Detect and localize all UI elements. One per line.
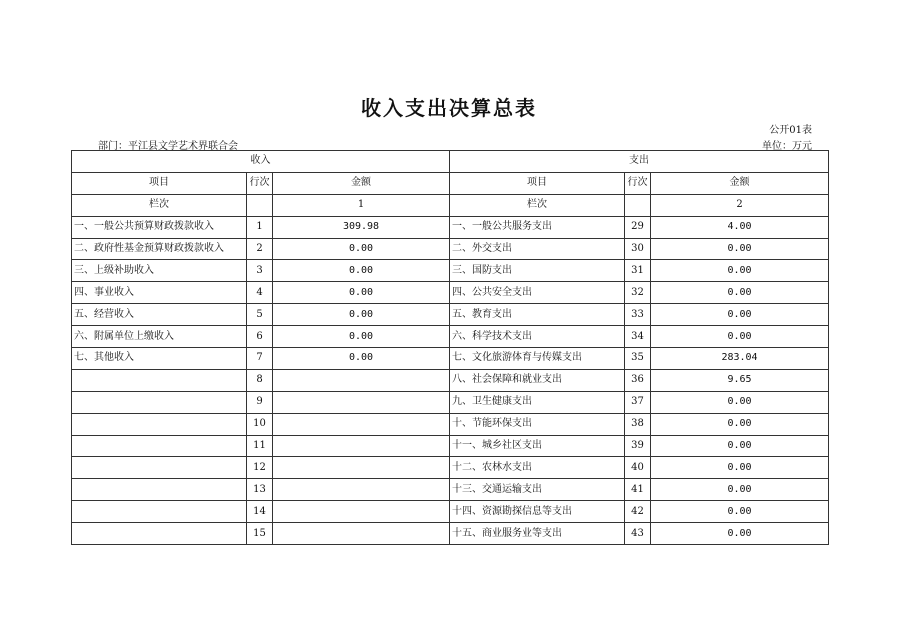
- expense-amount-cell: 0.00: [651, 391, 829, 413]
- income-item-cell: [72, 435, 247, 457]
- income-amount-cell: [273, 435, 450, 457]
- expense-amount-cell: 0.00: [651, 523, 829, 545]
- income-row-no-cell: 3: [247, 260, 273, 282]
- expense-item-cell: 三、国防支出: [450, 260, 625, 282]
- income-column-no-spacer: [247, 194, 273, 216]
- expense-amount-cell: 0.00: [651, 501, 829, 523]
- page-title: 收入支出决算总表: [361, 96, 537, 120]
- income-row-no-cell: 14: [247, 501, 273, 523]
- expense-amount-cell: 0.00: [651, 304, 829, 326]
- income-amount-cell: [273, 479, 450, 501]
- expense-item-cell: 二、外交支出: [450, 238, 625, 260]
- table-row: [72, 523, 829, 545]
- income-row-no-cell: 15: [247, 523, 273, 545]
- income-row-no-cell: 2: [247, 238, 273, 260]
- income-item-cell: [72, 523, 247, 545]
- expense-item-cell: 一、一般公共服务支出: [450, 216, 625, 238]
- income-amount-cell: 0.00: [273, 282, 450, 304]
- expense-row-no-cell: 42: [625, 501, 651, 523]
- table-row: [72, 238, 829, 260]
- expense-row-no-cell: 39: [625, 435, 651, 457]
- income-item-cell: [72, 501, 247, 523]
- income-row-no-cell: 13: [247, 479, 273, 501]
- expense-item-cell: 五、教育支出: [450, 304, 625, 326]
- expense-item-cell: 十五、商业服务业等支出: [450, 523, 625, 545]
- income-item-cell: 四、事业收入: [72, 282, 247, 304]
- expense-amount-cell: 0.00: [651, 282, 829, 304]
- income-item-cell: [72, 413, 247, 435]
- expense-item-cell: 十四、资源勘探信息等支出: [450, 501, 625, 523]
- income-row-no-cell: 10: [247, 413, 273, 435]
- expense-row-no-cell: 38: [625, 413, 651, 435]
- table-row: [72, 369, 829, 391]
- expense-item-cell: 九、卫生健康支出: [450, 391, 625, 413]
- expense-row-no-cell: 29: [625, 216, 651, 238]
- expense-item-cell: 十、节能环保支出: [450, 413, 625, 435]
- table-row: [72, 457, 829, 479]
- form-code: 公开01表: [769, 125, 812, 136]
- table-row: [72, 326, 829, 348]
- income-item-cell: 一、一般公共预算财政拨款收入: [72, 216, 247, 238]
- column-number-row: [72, 194, 829, 216]
- expense-column-no-spacer: [625, 194, 651, 216]
- table-row: [72, 304, 829, 326]
- table-row: [72, 413, 829, 435]
- income-expense-table: [71, 150, 829, 545]
- department-label: 部门：平江县文学艺术界联合会: [98, 141, 238, 152]
- income-item-cell: [72, 369, 247, 391]
- expense-amount-cell: 0.00: [651, 479, 829, 501]
- table-row: [72, 282, 829, 304]
- income-item-cell: 二、政府性基金预算财政拨款收入: [72, 238, 247, 260]
- expense-row-no-cell: 41: [625, 479, 651, 501]
- income-amount-cell: 0.00: [273, 238, 450, 260]
- expense-amount-cell: 0.00: [651, 238, 829, 260]
- income-amount-cell: 0.00: [273, 304, 450, 326]
- expense-item-cell: 七、文化旅游体育与传媒支出: [450, 348, 625, 370]
- expense-row-no-header: 行次: [625, 172, 651, 194]
- expense-item-cell: 十三、交通运输支出: [450, 479, 625, 501]
- table-row: [72, 348, 829, 370]
- income-section-header: 收入: [72, 151, 450, 173]
- expense-row-no-cell: 30: [625, 238, 651, 260]
- expense-row-no-cell: 33: [625, 304, 651, 326]
- income-amount-cell: [273, 391, 450, 413]
- expense-row-no-cell: 37: [625, 391, 651, 413]
- expense-row-no-cell: 34: [625, 326, 651, 348]
- expense-item-header: 项目: [450, 172, 625, 194]
- income-row-no-cell: 7: [247, 348, 273, 370]
- income-row-no-cell: 6: [247, 326, 273, 348]
- income-amount-header: 金额: [273, 172, 450, 194]
- expense-row-no-cell: 31: [625, 260, 651, 282]
- income-row-no-cell: 11: [247, 435, 273, 457]
- income-row-no-cell: 9: [247, 391, 273, 413]
- expense-amount-cell: 0.00: [651, 457, 829, 479]
- income-row-no-cell: 1: [247, 216, 273, 238]
- expense-amount-header: 金额: [651, 172, 829, 194]
- expense-amount-cell: 9.65: [651, 369, 829, 391]
- income-item-cell: 五、经营收入: [72, 304, 247, 326]
- table-row: [72, 479, 829, 501]
- expense-item-cell: 八、社会保障和就业支出: [450, 369, 625, 391]
- income-column-no: 1: [273, 194, 450, 216]
- income-amount-cell: 0.00: [273, 348, 450, 370]
- income-item-header: 项目: [72, 172, 247, 194]
- column-header-row: [72, 172, 829, 194]
- table-row: [72, 260, 829, 282]
- income-row-no-header: 行次: [247, 172, 273, 194]
- income-amount-cell: [273, 413, 450, 435]
- expense-amount-cell: 4.00: [651, 216, 829, 238]
- table-row: [72, 216, 829, 238]
- income-item-cell: [72, 479, 247, 501]
- income-column-no-label: 栏次: [72, 194, 247, 216]
- expense-amount-cell: 0.00: [651, 435, 829, 457]
- income-amount-cell: [273, 369, 450, 391]
- table-body: [72, 216, 829, 544]
- expense-item-cell: 六、科学技术支出: [450, 326, 625, 348]
- income-item-cell: [72, 457, 247, 479]
- income-row-no-cell: 8: [247, 369, 273, 391]
- expense-amount-cell: 283.04: [651, 348, 829, 370]
- expense-row-no-cell: 32: [625, 282, 651, 304]
- expense-row-no-cell: 43: [625, 523, 651, 545]
- expense-row-no-cell: 35: [625, 348, 651, 370]
- expense-row-no-cell: 40: [625, 457, 651, 479]
- income-row-no-cell: 5: [247, 304, 273, 326]
- income-item-cell: [72, 391, 247, 413]
- expense-column-no-label: 栏次: [450, 194, 625, 216]
- income-amount-cell: 0.00: [273, 260, 450, 282]
- unit-label: 单位：万元: [762, 141, 812, 152]
- income-amount-cell: 0.00: [273, 326, 450, 348]
- income-item-cell: 七、其他收入: [72, 348, 247, 370]
- income-row-no-cell: 4: [247, 282, 273, 304]
- expense-item-cell: 十二、农林水支出: [450, 457, 625, 479]
- income-amount-cell: 309.98: [273, 216, 450, 238]
- expense-amount-cell: 0.00: [651, 326, 829, 348]
- table-row: [72, 435, 829, 457]
- income-amount-cell: [273, 501, 450, 523]
- expense-amount-cell: 0.00: [651, 260, 829, 282]
- expense-section-header: 支出: [450, 151, 829, 173]
- income-item-cell: 六、附属单位上缴收入: [72, 326, 247, 348]
- section-header-row: [72, 151, 829, 173]
- expense-item-cell: 十一、城乡社区支出: [450, 435, 625, 457]
- income-amount-cell: [273, 457, 450, 479]
- income-item-cell: 三、上级补助收入: [72, 260, 247, 282]
- table-row: [72, 391, 829, 413]
- expense-row-no-cell: 36: [625, 369, 651, 391]
- income-row-no-cell: 12: [247, 457, 273, 479]
- income-amount-cell: [273, 523, 450, 545]
- expense-item-cell: 四、公共安全支出: [450, 282, 625, 304]
- expense-column-no: 2: [651, 194, 829, 216]
- expense-amount-cell: 0.00: [651, 413, 829, 435]
- table-row: [72, 501, 829, 523]
